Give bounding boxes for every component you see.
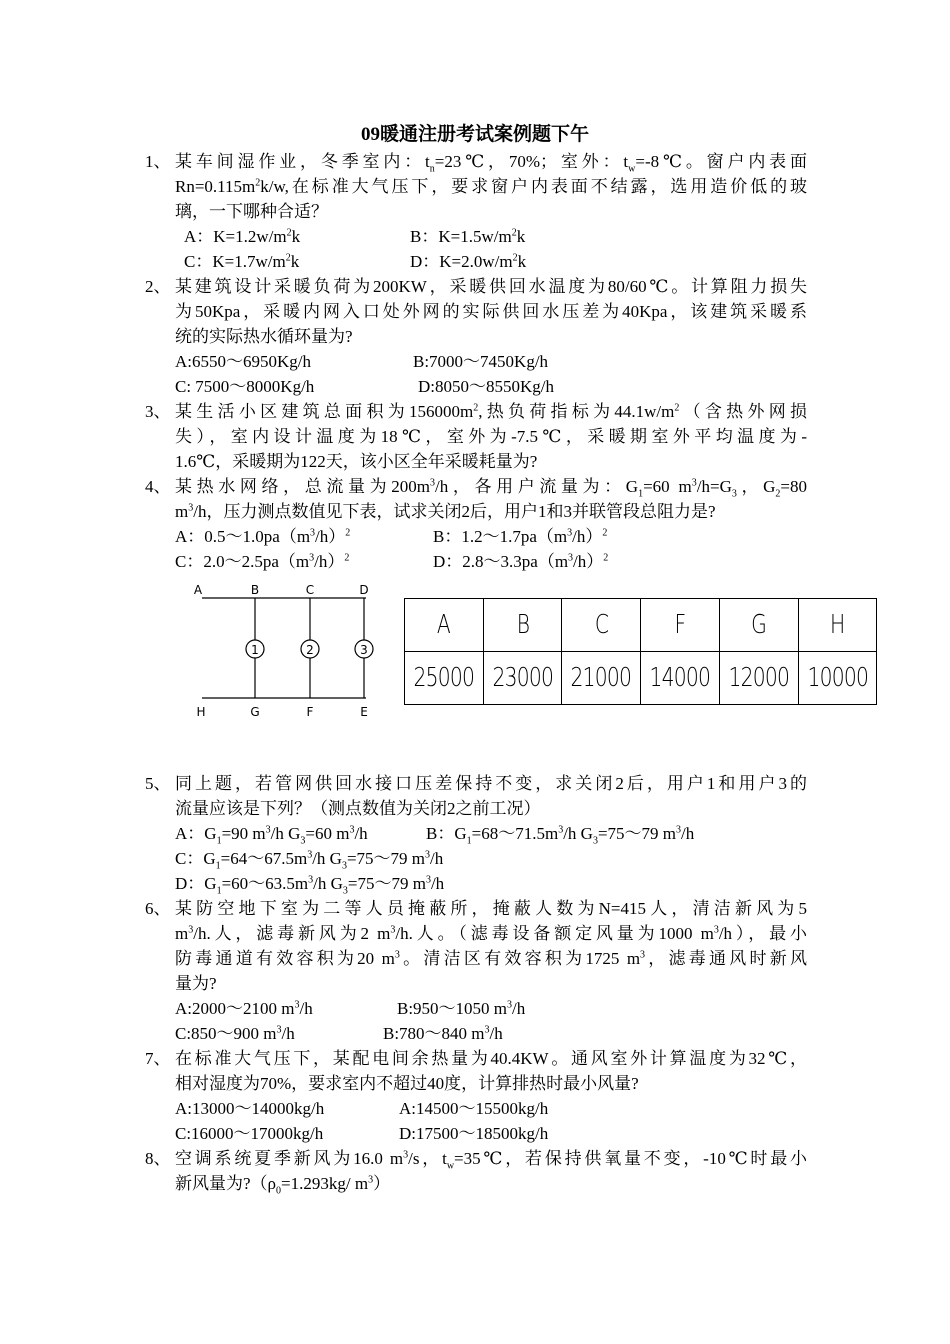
option-c: C：$2.0\sim 2.5pa(m^3/h)^2$ bbox=[175, 552, 350, 571]
page-title: 09暖通注册考试案例题下午 bbox=[360, 124, 589, 145]
question-text: 某车间湿作业，冬季室内：$t_n=23℃$，70%；室外：$t_w=-8℃$。窗户内表面 bbox=[175, 152, 808, 175]
option-a: A:13000～14000kg/h bbox=[175, 1099, 325, 1118]
option-b: B:7000～7450Kg/h bbox=[413, 352, 549, 371]
question-text: 某生活小区建筑总面积为$156000m^2$,热负荷指标为$44.1w/m^2$（含热外网损 bbox=[175, 402, 807, 421]
question-text: 1.6℃，采暖期为122天，该小区全年采暖耗量为? bbox=[175, 452, 538, 471]
option-c: C:16000～17000kg/h bbox=[175, 1124, 324, 1143]
node-label-d: D bbox=[359, 583, 369, 597]
question-text: 某防空地下室为二等人员掩蔽所，掩蔽人数为N=415人，清洁新风为5 bbox=[175, 899, 807, 918]
node-label-c: C bbox=[305, 583, 315, 597]
option-c: C:850～900 $m^3/h$ bbox=[175, 1024, 295, 1043]
table-cell: 12000 bbox=[719, 652, 798, 705]
table-header-cell: F bbox=[641, 599, 720, 652]
option-c: C：$K=1.7w/m^2k$ bbox=[184, 252, 300, 271]
question-text: 相对湿度为70%，要求室内不超过40度，计算排热时最小风量? bbox=[175, 1074, 639, 1093]
question-text: 新风量为$?(\rho_0=1.293kg/$ $m^3$） bbox=[175, 1174, 391, 1197]
table-header-cell: H bbox=[798, 599, 877, 652]
option-b: B：$G_1=68\sim 71.5m^3/h$ $G_3=75\sim 79$ $m^3/h$ bbox=[426, 824, 695, 847]
table-cell: 14000 bbox=[641, 652, 720, 705]
node-label-g: G bbox=[250, 705, 260, 718]
question-number: 5、 bbox=[145, 774, 171, 793]
user-2-label: 2 bbox=[306, 643, 314, 657]
question-number: 3、 bbox=[145, 402, 171, 421]
option-b: B：$1.2\sim 1.7pa(m^3/h)^2$ bbox=[433, 527, 608, 546]
question-text: $m^3/h$，压力测点数值见下表，试求关闭2后，用户1和3并联管段总阻力是? bbox=[175, 502, 716, 521]
table-cell: 10000 bbox=[798, 652, 877, 705]
option-a: A：$0.5\sim 1.0pa(m^3/h)^2$ bbox=[175, 527, 351, 546]
option-d: D:8050～8550Kg/h bbox=[418, 377, 554, 396]
option-a: A：$K=1.2w/m^2k$ bbox=[184, 227, 301, 246]
table-header-cell: A bbox=[405, 599, 484, 652]
option-d: D：$G_1=60\sim 63.5m^3/h$ $G_3=75\sim 79$ $m^3/h$ bbox=[175, 874, 445, 897]
user-3-label: 3 bbox=[360, 643, 368, 657]
option-a: A:2000～2100 $m^3/h$ bbox=[175, 999, 313, 1018]
question-text: 流量应该是下列？（测点数值为关闭2之前工况） bbox=[175, 799, 541, 818]
node-label-a: A bbox=[193, 583, 203, 597]
option-a: A:6550～6950Kg/h bbox=[175, 352, 311, 371]
question-text: 统的实际热水循环量为? bbox=[175, 327, 353, 346]
node-label-e: E bbox=[360, 705, 368, 718]
table-cell: 21000 bbox=[562, 652, 641, 705]
question-text: 璃，一下哪种合适？ bbox=[175, 202, 328, 221]
question-number: 2、 bbox=[145, 277, 171, 296]
table-header-cell: G bbox=[719, 599, 798, 652]
question-text: $Rn=0.115m^2k/w$,在标准大气压下，要求窗户内表面不结露，选用造价低的玻 bbox=[175, 177, 807, 196]
question-text: 防毒通道有效容积为20 $m^3$。清洁区有效容积为1725 $m^3$，滤毒通风时新风 bbox=[175, 949, 807, 968]
table-row bbox=[405, 652, 877, 705]
option-b: B:950～1050 $m^3/h$ bbox=[397, 999, 526, 1018]
question-text: $m^3/h$.人，滤毒新风为2 $m^3/h$.人。（滤毒设备额定风量为1000 $m^3/h$），最小 bbox=[175, 924, 807, 943]
option-b: B：$K=1.5w/m^2k$ bbox=[410, 227, 526, 246]
question-text: 为50Kpa，采暖内网入口处外网的实际供回水压差为40Kpa，该建筑采暖系 bbox=[175, 302, 807, 321]
question-text: 量为? bbox=[175, 974, 217, 993]
question-number: 8、 bbox=[145, 1149, 171, 1168]
question-text: 在标准大气压下，某配电间余热量为40.4KW。通风室外计算温度为32℃， bbox=[175, 1049, 807, 1068]
pressure-table bbox=[404, 598, 877, 705]
question-number: 6、 bbox=[145, 899, 171, 918]
option-d: D：$2.8\sim 3.3pa(m^3/h)^2$ bbox=[433, 552, 609, 571]
node-label-f: F bbox=[306, 705, 314, 718]
option-c: C：$G_1=64\sim 67.5m^3/h$ $G_3=75\sim 79$ $m^3/h$ bbox=[175, 849, 444, 872]
node-label-h: H bbox=[196, 705, 206, 718]
option-c: C: 7500～8000Kg/h bbox=[175, 377, 315, 396]
node-label-b: B bbox=[250, 583, 260, 597]
question-number: 7、 bbox=[145, 1049, 171, 1068]
table-cell: 25000 bbox=[405, 652, 484, 705]
question-text: 空调系统夏季新风为16.0 $m^3/s$，$t_w=35℃$，若保持供氧量不变，-10℃时最小 bbox=[175, 1149, 807, 1172]
question-text: 某热水网络，总流量为$200m^3/h$，各用户流量为：$G_1=60$ $m^3/h=G_3$，$G_2=80$ bbox=[175, 477, 807, 500]
question-number: 4、 bbox=[145, 477, 171, 496]
question-number: 1、 bbox=[145, 152, 171, 171]
option-a: A：$G_1=90$ $m^3/h$ $G_3=60$ $m^3/h$ bbox=[175, 824, 368, 847]
question-text: 某建筑设计采暖负荷为200KW，采暖供回水温度为80/60℃。计算阻力损失 bbox=[175, 277, 807, 296]
option-d: D:17500～18500kg/h bbox=[399, 1124, 549, 1143]
question-text: 失），室内设计温度为18℃，室外为-7.5℃，采暖期室外平均温度为- bbox=[175, 427, 807, 446]
user-1-label: 1 bbox=[251, 643, 259, 657]
option-d: D：$K=2.0w/m^2k$ bbox=[410, 252, 527, 271]
table-header-row bbox=[405, 599, 877, 652]
pipe-network-diagram bbox=[192, 578, 382, 718]
table-cell: 23000 bbox=[483, 652, 562, 705]
question-text: 同上题，若管网供回水接口压差保持不变，求关闭2后，用户1和用户3的 bbox=[175, 774, 807, 793]
table-header-cell: C bbox=[562, 599, 641, 652]
table-header-cell: B bbox=[483, 599, 562, 652]
option-b: A:14500～15500kg/h bbox=[399, 1099, 549, 1118]
option-d: B:780～840 $m^3/h$ bbox=[383, 1024, 503, 1043]
